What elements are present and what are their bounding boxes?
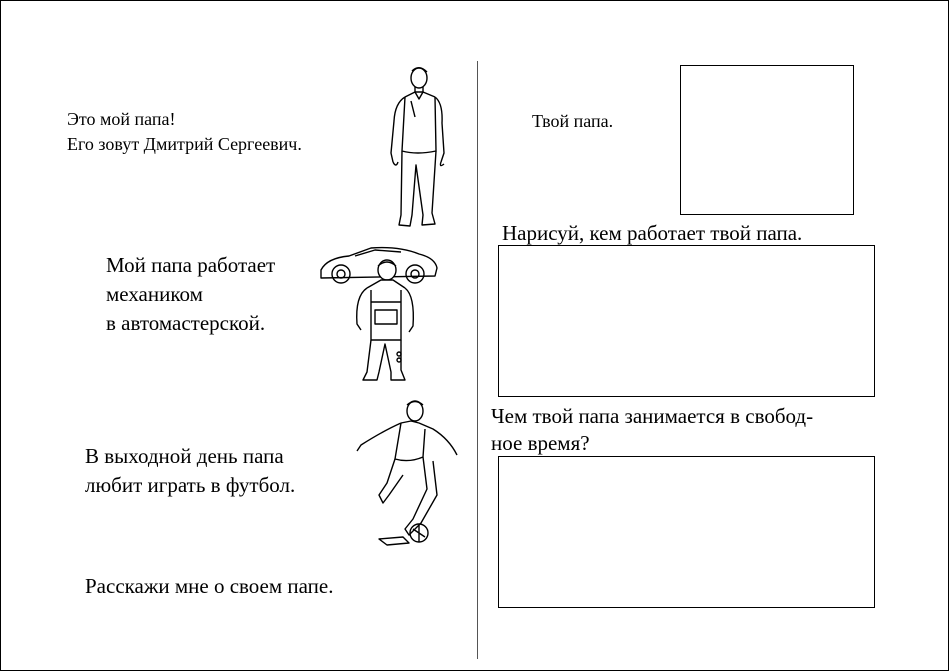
standing-man-icon — [381, 65, 451, 233]
mechanic-with-car-icon — [315, 244, 441, 386]
your-dad-label: Твой папа. — [532, 111, 614, 131]
free-time-drawing-box[interactable] — [498, 456, 875, 608]
work-line-2: механиком — [106, 282, 203, 306]
draw-job-prompt: Нарисуй, кем работает твой папа. — [502, 221, 803, 245]
weekend-line-1: В выходной день папа — [85, 444, 284, 468]
intro-line-2: Его зовут Дмитрий Сергеевич. — [67, 134, 302, 154]
free-time-line-1: Чем твой папа занимается в свобод- — [491, 404, 814, 428]
work-line-1: Мой папа работает — [106, 253, 276, 277]
intro-line-1: Это мой папа! — [67, 109, 176, 129]
free-time-line-2: ное время? — [491, 431, 590, 455]
tell-about-dad-prompt: Расскажи мне о своем папе. — [85, 574, 334, 598]
weekend-line-2: любит играть в футбол. — [85, 473, 296, 497]
job-drawing-box[interactable] — [498, 245, 875, 397]
your-dad-drawing-box[interactable] — [680, 65, 854, 215]
football-player-icon — [353, 399, 463, 549]
center-divider — [477, 61, 478, 659]
work-line-3: в автомастерской. — [106, 311, 266, 335]
